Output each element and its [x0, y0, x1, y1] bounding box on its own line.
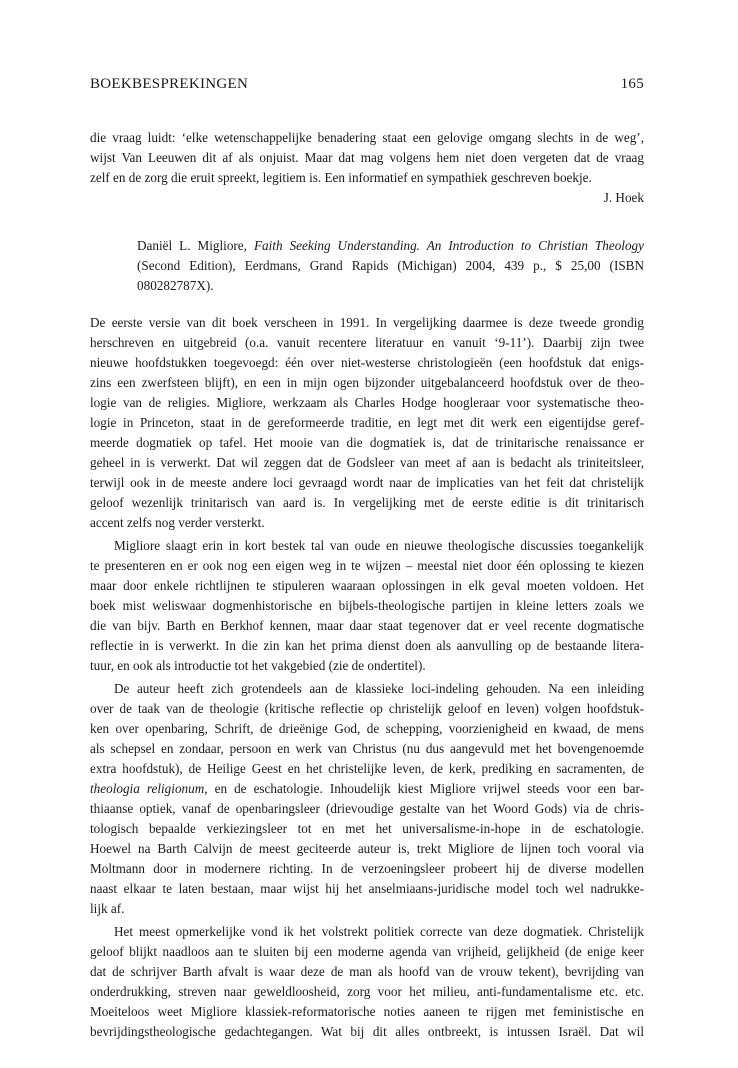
text-line: theologia religionum, en de eschatologie. Inhoudelijk kiest Migliore vrijwel steeds voor een bar-	[90, 781, 644, 796]
text-line: De eerste versie van dit boek verscheen in 1991. In vergelijking daarmee is deze tweede grondig	[90, 315, 644, 330]
citation-details: (Second Edition), Eerdmans, Grand Rapids (Michigan) 2004, 439 p., $ 25,00 (ISBN 080282787X).	[137, 258, 644, 293]
text-line: geloof blijkt naadloos aan te sluiten bij een moderne agenda van vrijheid, gelijkheid (de enige keer	[90, 944, 644, 959]
running-header-title: BOEKBESPREKINGEN	[90, 76, 249, 92]
text-line: logie in Princeton, staat in de gereformeerde traditie, en legt met dit werk een eigentijdse geref-	[90, 415, 644, 430]
text-line: tologisch bepaalde verkiezingsleer tot en met het universalisme-in-hope in de eschatologie.	[90, 821, 644, 836]
text-line: die van bijv. Barth en Berkhof kennen, maar daar staat tegenover dat er veel recente dogmatische	[90, 618, 644, 633]
text-line: terwijl ook in de meeste andere loci gevraagd wordt naar de implicaties van het feit dat christelijk	[90, 475, 644, 490]
text-line: De auteur heeft zich grotendeels aan de klassieke loci-indeling gehouden. Na een inleiding	[114, 681, 644, 696]
text-line: Migliore slaagt erin in kort bestek tal van oude en nieuwe theologische discussies toegankelijk	[114, 538, 644, 553]
text-line: onderdrukking, streven naar geweldloosheid, zorg voor het milieu, anti-fundamentalisme etc. etc.	[90, 984, 644, 999]
text-line: meerde dogmatiek op tafel. Het mooie van die dogmatiek is, dat de trinitarische renaissance er	[90, 435, 644, 450]
running-header	[90, 76, 644, 93]
text-line: bevrijdingstheologische gedachtegangen. Wat bij dit alles ontbreekt, is intussen Israël. Dat wil	[90, 1024, 644, 1039]
text-line: Moeiteloos weet Migliore klassiek-reformatorische noties aaneen te rijgen met feministische en	[90, 1004, 644, 1019]
citation-author: Daniël L. Migliore,	[137, 238, 254, 253]
text-line: herschreven en uitgebreid (o.a. vanuit recentere literatuur en vanuit ‘9-11’). Daarbij zijn twee	[90, 335, 644, 350]
text-line: lijk af.	[90, 901, 125, 916]
text-line: zins een zwerfsteen blijft), en een in mijn ogen bijzonder uitgebalanceerd hoofdstuk over de theo-	[90, 375, 644, 390]
text-line: accent zelfs nog verder versterkt.	[90, 515, 265, 530]
text-line: naast elkaar te laten bestaan, maar wijst hij het anselmiaans-juridische model toch wel nadrukke-	[90, 881, 644, 896]
text-line: Hoewel na Barth Calvijn de meest geciteerde auteur is, trekt Migliore de lijnen toch vooral via	[90, 841, 644, 856]
page-number: 165	[620, 76, 644, 92]
text-line: zelf en de zorg die eruit spreekt, legitiem is. Een informatief en sympathiek geschreven boekje.	[90, 170, 592, 185]
text-line: dat de schrijver Barth afvalt is waar deze de man als hoofd van de vrouw tekent), bevrijding van	[90, 964, 644, 979]
text-line: reflectie in is verwerkt. In die zin kan het prima dienst doen als aanvulling op de bestaande litera-	[90, 638, 644, 653]
text-line: te presenteren en er ook nog een eigen weg in te wijzen – meestal niet door één oplossing te kiezen	[90, 558, 644, 573]
text-line: extra hoofdstuk), de Heilige Geest en het christelijke leven, de kerk, prediking en sacramenten, de	[90, 761, 644, 776]
text-line: ken over openbaring, Schrift, de drieënige God, de schepping, voorzienigheid en kwaad, de mens	[90, 721, 644, 736]
text-line: boek mist weliswaar dogmenhistorische en bijbels-theologische partijen in kleine letters zoals we	[90, 598, 644, 613]
text-line: wijst Van Leeuwen dit af als onjuist. Maar dat mag volgens hem niet doen vergeten dat de vraag	[90, 150, 644, 165]
citation-title: Faith Seeking Understanding. An Introduction to Christian Theology	[253, 238, 644, 253]
text-line: geheel in is verwerkt. Dat wil zeggen dat de Godsleer van meet af aan is bedacht als triniteitsleer,	[90, 455, 644, 470]
text-line: als schepsel en zondaar, persoon en werk van Christus (nu dus aangevuld met het bovengenoemde	[90, 741, 644, 756]
text-line: logie van de religies. Migliore, werkzaam als Charles Hodge hoogleraar voor systematische theo-	[90, 395, 644, 410]
text-line: Het meest opmerkelijke vond ik het volstrekt politiek correcte van deze dogmatiek. Christelijk	[114, 924, 644, 939]
text-line: die vraag luidt: ‘elke wetenschappelijke benadering staat een gelovige omgang slechts in de weg’,	[90, 130, 644, 145]
text-line: over de taak van de theologie (kritische reflectie op christelijk geloof en leven) volgen hoofdstuk-	[90, 701, 644, 716]
text-line: geloof wezenlijk trinitarisch van aard is. In vergelijking met de eerste editie is dit trinitarisch	[90, 495, 644, 510]
text-line: nieuwe hoofdstukken toegevoegd: één over niet-westerse christologieën (een hoofdstuk dat enigs-	[90, 355, 644, 370]
reviewer-signature: J. Hoek	[603, 190, 644, 205]
text-line: Moltmann door in modernere richting. In de verzoeningsleer probeert hij de diverse modellen	[90, 861, 644, 876]
text-line: maar door enkele richtlijnen te stipuleren waaraan oplossingen in elk geval moeten voldoen. Het	[90, 578, 644, 593]
book-citation	[137, 236, 644, 296]
text-line: tuur, en ook als introductie tot het vakgebied (zie de ondertitel).	[90, 658, 426, 673]
text-line: thiaanse optiek, vanaf de openbaringsleer (drievoudige gestalte van het Woord Gods) via de chris-	[90, 801, 644, 816]
